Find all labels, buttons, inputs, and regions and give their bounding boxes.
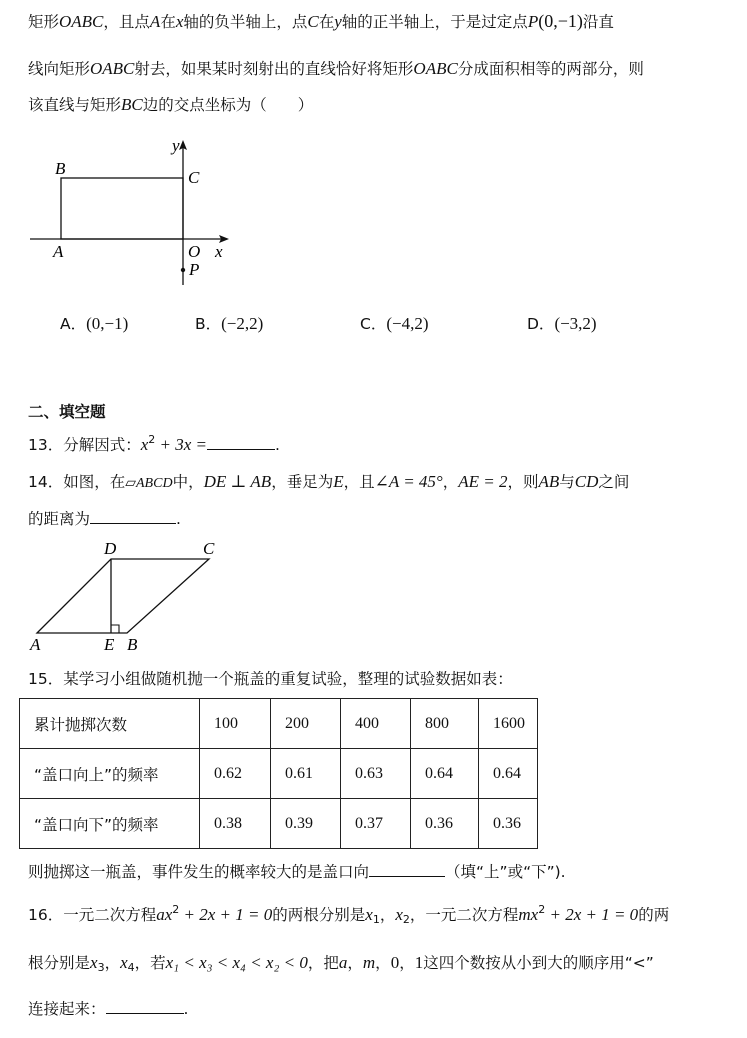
- option-letter: A．: [60, 315, 87, 333]
- option-letter: D．: [527, 315, 555, 333]
- text: 沿直: [582, 13, 614, 31]
- text: 与: [559, 473, 575, 491]
- answer-blank[interactable]: [207, 435, 275, 450]
- math: 0: [390, 953, 400, 972]
- text: .: [176, 510, 181, 528]
- table-cell: 0.39: [271, 799, 341, 849]
- math-sub: 3: [97, 961, 105, 974]
- text: ，: [379, 906, 396, 924]
- answer-blank[interactable]: [106, 999, 184, 1014]
- math-parallelogram: ▱ABCD: [125, 476, 173, 491]
- label-x: x: [215, 242, 223, 261]
- math: AE = 2: [458, 472, 508, 491]
- q15-intro: 15．某学习小组做随机抛一个瓶盖的重复试验，整理的试验数据如表：: [28, 670, 513, 688]
- text: ，且点: [103, 13, 150, 31]
- text: 分成面积相等的两部分，则: [457, 60, 644, 78]
- q12-line1: [28, 10, 614, 32]
- table-cell: 100: [200, 699, 271, 749]
- q16-line2: [28, 951, 654, 974]
- text: 在: [318, 13, 335, 31]
- option-letter: C．: [360, 315, 387, 333]
- q12-line2: [28, 57, 644, 79]
- text: 14．如图，在: [28, 473, 126, 491]
- math: E: [333, 472, 344, 491]
- text: 连接起来：: [28, 1000, 106, 1018]
- q15-after: [28, 860, 566, 882]
- text: 轴的负半轴上，点: [183, 13, 308, 31]
- math-exp: 2: [538, 903, 546, 916]
- row-label: 累计抛掷次数: [20, 699, 200, 749]
- label-b: B: [55, 159, 66, 178]
- table-cell: 1600: [479, 699, 538, 749]
- label-d: D: [104, 539, 117, 558]
- text: ，把: [307, 954, 339, 972]
- text: 这四个数按从小到大的顺序用“<”: [423, 954, 654, 972]
- table-cell: 0.61: [271, 749, 341, 799]
- math-exp: 2: [148, 433, 156, 446]
- math: x: [395, 905, 403, 924]
- text: ，: [399, 954, 415, 972]
- answer-blank[interactable]: [90, 509, 176, 524]
- text: 之间: [598, 473, 630, 491]
- math-sub: 4: [127, 961, 135, 974]
- text: ，: [442, 473, 459, 491]
- math: a: [338, 953, 348, 972]
- text: ，则: [507, 473, 539, 491]
- math-exp: 2: [172, 903, 180, 916]
- text: 的距离为: [28, 510, 91, 528]
- text: 在: [160, 13, 176, 31]
- label-o: O: [188, 242, 201, 261]
- label-c: C: [203, 539, 215, 558]
- table-cell: 400: [341, 699, 411, 749]
- text: ，且: [343, 473, 375, 491]
- label-c: C: [188, 168, 200, 187]
- math-a: A: [149, 12, 161, 31]
- option-d[interactable]: [527, 312, 597, 334]
- table-cell: 0.36: [479, 799, 538, 849]
- option-c[interactable]: [360, 312, 429, 334]
- text: 13．分解因式：: [28, 436, 141, 454]
- label-b: B: [127, 635, 138, 654]
- answer-blank[interactable]: [369, 862, 445, 877]
- q13: [28, 433, 280, 455]
- math-sub: 2: [402, 913, 410, 926]
- text: 则抛掷这一瓶盖，事件发生的概率较大的是盖口向: [28, 863, 370, 881]
- text: ，一元二次方程: [409, 906, 519, 924]
- math: x: [365, 905, 373, 924]
- option-value: (−3,2): [554, 314, 597, 333]
- label-y: y: [172, 136, 180, 155]
- table-cell: 0.37: [341, 799, 411, 849]
- q12-figure: [0, 130, 260, 300]
- table-cell: 0.64: [479, 749, 538, 799]
- table-cell: 0.62: [200, 749, 271, 799]
- q14-line2: [28, 507, 181, 529]
- math: + 2x + 1 = 0: [545, 905, 639, 924]
- math: + 2x + 1 = 0: [179, 905, 273, 924]
- table-row: [20, 749, 538, 799]
- text: 射去，如果某时刻射出的直线恰好将矩形: [134, 60, 414, 78]
- math-x: x: [175, 12, 184, 31]
- math-p: P: [527, 12, 539, 31]
- text: 16．一元二次方程: [28, 906, 157, 924]
- right-angle-mark: [111, 625, 119, 633]
- q14-line1: [28, 470, 629, 492]
- text: ，: [104, 954, 121, 972]
- option-value: (0,−1): [86, 314, 129, 333]
- text: 线向矩形: [28, 60, 91, 78]
- math: x: [140, 435, 149, 454]
- text: 矩形: [28, 13, 60, 31]
- option-value: (−4,2): [386, 314, 429, 333]
- label-e: E: [104, 635, 115, 654]
- point-p: [181, 268, 185, 272]
- math-oabc: OABC: [59, 12, 104, 31]
- text: 的两根分别是: [272, 906, 366, 924]
- math: AB: [538, 472, 560, 491]
- q14-figure: [0, 535, 240, 655]
- text: ，垂足为: [271, 473, 334, 491]
- text: ，: [375, 954, 391, 972]
- text: 轴的正半轴上，于是过定点: [341, 13, 528, 31]
- text: 该直线与矩形: [28, 96, 122, 114]
- math: x: [120, 953, 128, 972]
- text: ，若: [134, 954, 166, 972]
- math-oabc: OABC: [90, 59, 135, 78]
- option-a[interactable]: [60, 312, 128, 334]
- text: .: [183, 1000, 189, 1018]
- math: mx: [518, 905, 539, 924]
- table-cell: 200: [271, 699, 341, 749]
- table-row: [20, 699, 538, 749]
- math: m: [362, 953, 376, 972]
- math: DE ⊥ AB: [203, 472, 272, 491]
- table-cell: 0.63: [341, 749, 411, 799]
- text: 的两: [638, 906, 670, 924]
- math-oabc: OABC: [413, 59, 458, 78]
- rectangle-oabc: [61, 178, 183, 239]
- math: + 3x =: [155, 435, 208, 454]
- section-heading: 二、填空题: [28, 403, 106, 421]
- option-value: (−2,2): [221, 314, 264, 333]
- label-p: P: [189, 260, 200, 279]
- math-y: y: [334, 12, 342, 31]
- text: 边的交点坐标为（ ）: [142, 96, 314, 114]
- q16-line3: [28, 997, 188, 1019]
- text: ，: [347, 954, 363, 972]
- text: 根分别是: [28, 954, 91, 972]
- text: 中，: [172, 473, 204, 491]
- frequency-table: [19, 698, 538, 849]
- label-a: A: [53, 242, 64, 261]
- row-label: “盖口向上”的频率: [20, 749, 200, 799]
- option-b[interactable]: [195, 312, 263, 334]
- label-a: A: [30, 635, 41, 654]
- math-sub: 1: [372, 913, 380, 926]
- math-c: C: [307, 12, 319, 31]
- table-cell: 0.36: [411, 799, 479, 849]
- q16-line1: [28, 903, 669, 926]
- table-cell: 800: [411, 699, 479, 749]
- q12-line3: [28, 93, 313, 115]
- text: .: [275, 436, 280, 454]
- parallelogram-abcd: [37, 559, 209, 633]
- math: x₁ < x₃ < x₄ < x₂ < 0: [165, 953, 308, 972]
- math: 1: [414, 953, 424, 972]
- option-letter: B．: [195, 315, 222, 333]
- row-label: “盖口向下”的频率: [20, 799, 200, 849]
- math: ∠A = 45°: [374, 472, 443, 491]
- math: CD: [574, 472, 599, 491]
- table-cell: 0.64: [411, 749, 479, 799]
- math-coord: (0,−1): [538, 11, 583, 31]
- math-bc: BC: [121, 95, 143, 114]
- math: ax: [156, 905, 173, 924]
- text: （填“上”或“下”).: [445, 863, 566, 881]
- table-row: [20, 799, 538, 849]
- table-cell: 0.38: [200, 799, 271, 849]
- math: x: [90, 953, 98, 972]
